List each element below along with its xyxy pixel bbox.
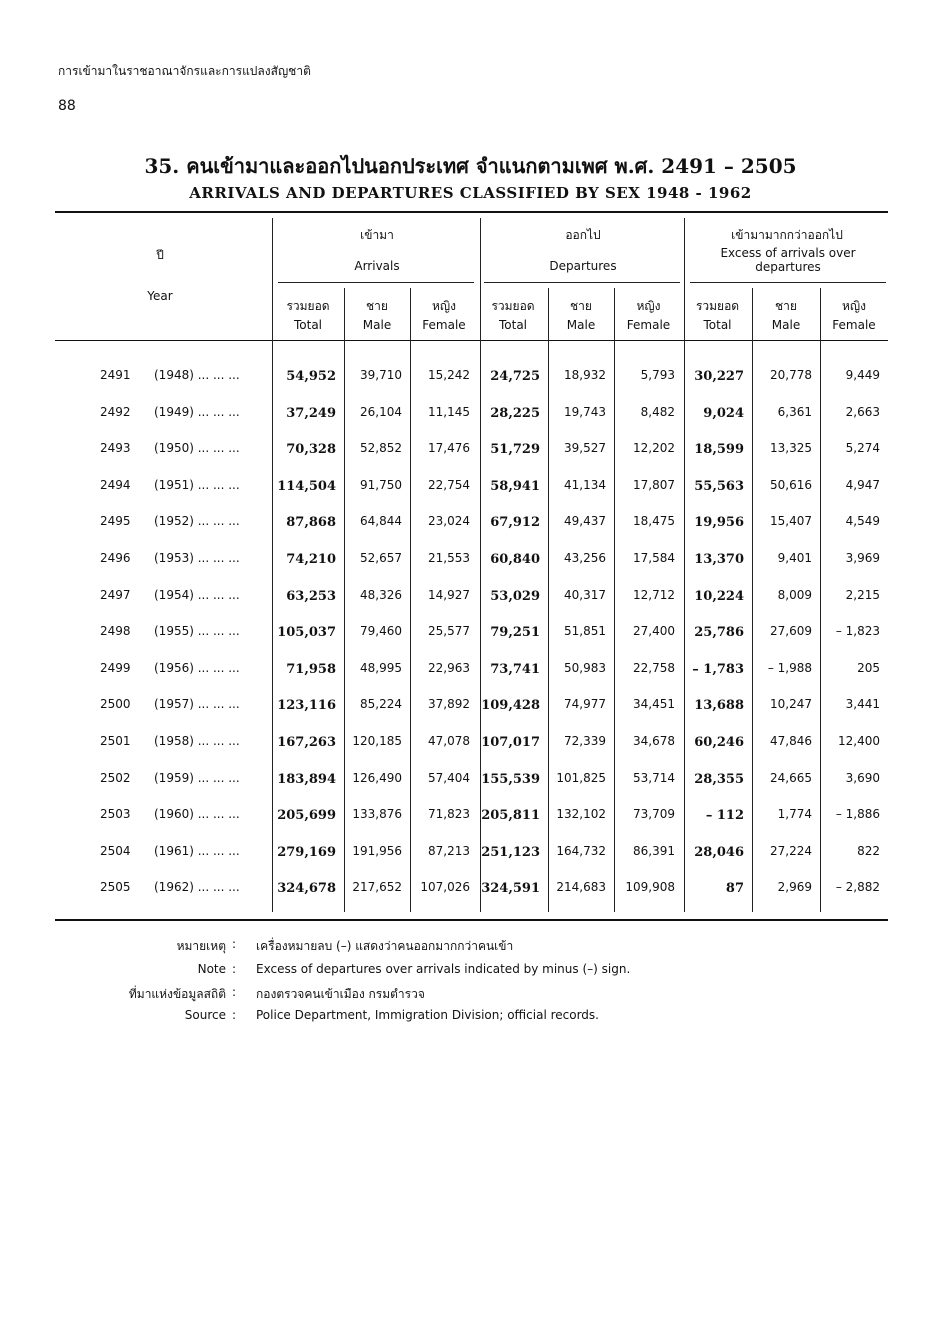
table-cell: 39,710	[360, 368, 402, 382]
note-text: กองตรวจคนเข้าเมือง กรมตำรวจ	[256, 987, 425, 1001]
table-cell: 17,476	[428, 441, 470, 455]
table-cell: 73,741	[490, 662, 540, 677]
table-cell: 217,652	[352, 880, 402, 894]
sub-header-thai: หญิง	[842, 299, 866, 313]
table-cell: – 2,882	[835, 880, 880, 894]
note-label: ที่มาแห่งข้อมูลสถิติ	[128, 987, 226, 1001]
year-ce: (1949) ... ... ...	[154, 405, 240, 419]
table-cell: 37,249	[286, 406, 336, 421]
table-cell: 214,683	[556, 880, 606, 894]
table-cell: 19,956	[694, 515, 744, 530]
table-cell: 91,750	[360, 478, 402, 492]
table-cell: 70,328	[286, 442, 336, 457]
table-cell: – 1,988	[767, 661, 812, 675]
year-be: 2504	[100, 844, 131, 858]
year-be: 2498	[100, 624, 131, 638]
group-header-english: Excess of arrivals over departures	[720, 246, 856, 274]
year-ce: (1953) ... ... ...	[154, 551, 240, 565]
table-cell: 2,663	[845, 405, 880, 419]
note-label: หมายเหตุ	[176, 939, 226, 953]
year-ce: (1958) ... ... ...	[154, 734, 240, 748]
sub-header-thai: ชาย	[775, 299, 797, 313]
sub-header-english: Total	[498, 318, 528, 332]
table-cell: 324,678	[277, 881, 336, 896]
table-cell: 79,460	[360, 624, 402, 638]
page-number: 88	[58, 98, 76, 114]
year-ce: (1961) ... ... ...	[154, 844, 240, 858]
year-be: 2502	[100, 771, 131, 785]
table-cell: 63,253	[286, 589, 336, 604]
table-cell: 58,941	[490, 479, 540, 494]
table-cell: – 112	[705, 808, 744, 823]
year-ce: (1954) ... ... ...	[154, 588, 240, 602]
year-be: 2491	[100, 368, 131, 382]
group-header-thai: เข้ามามากกว่าออกไป	[731, 228, 843, 242]
year-ce: (1955) ... ... ...	[154, 624, 240, 638]
sub-header-english: Total	[293, 318, 323, 332]
table-cell: 57,404	[428, 771, 470, 785]
sub-header-thai: หญิง	[432, 299, 456, 313]
table-cell: 13,688	[694, 698, 744, 713]
sub-header-thai: หญิง	[636, 299, 661, 313]
table-cell: 22,754	[428, 478, 470, 492]
table-cell: 8,482	[640, 405, 675, 419]
table-cell: 324,591	[481, 881, 540, 896]
table-cell: 34,451	[633, 697, 675, 711]
table-cell: 23,024	[428, 514, 470, 528]
year-be: 2496	[100, 551, 131, 565]
table-cell: 54,952	[286, 369, 336, 384]
year-be: 2500	[100, 697, 131, 711]
table-cell: 9,401	[777, 551, 812, 565]
table-cell: 50,983	[564, 661, 606, 675]
note-label: Note	[197, 962, 226, 976]
year-be: 2493	[100, 441, 131, 455]
group-header-english: Arrivals	[354, 259, 400, 273]
table-cell: 9,449	[845, 368, 880, 382]
table-cell: 55,563	[694, 479, 744, 494]
year-be: 2494	[100, 478, 131, 492]
table-cell: 48,326	[360, 588, 402, 602]
table-cell: 52,852	[360, 441, 402, 455]
table-cell: 120,185	[352, 734, 402, 748]
table-cell: 109,428	[481, 698, 540, 713]
table-cell: 74,977	[564, 697, 606, 711]
table-cell: 22,963	[428, 661, 470, 675]
table-cell: 123,116	[277, 698, 336, 713]
table-cell: 101,825	[556, 771, 606, 785]
sub-header-english: Female	[626, 318, 671, 332]
table-cell: 28,355	[694, 772, 744, 787]
table-cell: 19,743	[564, 405, 606, 419]
sub-header-english: Male	[566, 318, 596, 332]
table-cell: 20,778	[770, 368, 812, 382]
table-cell: 47,846	[770, 734, 812, 748]
table-cell: 71,958	[286, 662, 336, 677]
table-cell: 28,225	[490, 406, 540, 421]
arrivals-group-rule	[278, 282, 474, 283]
table-cell: 4,947	[845, 478, 880, 492]
table-cell: 26,104	[360, 405, 402, 419]
year-be: 2499	[100, 661, 131, 675]
sub-header-thai: ชาย	[570, 299, 592, 313]
running-head: การเข้ามาในราชอาณาจักรและการแปลงสัญชาติ	[58, 64, 311, 78]
year-be: 2505	[100, 880, 131, 894]
table-cell: 67,912	[490, 515, 540, 530]
table-cell: 205,811	[481, 808, 540, 823]
table-cell: – 1,823	[835, 624, 880, 638]
table-cell: 5,793	[640, 368, 675, 382]
table-cell: – 1,886	[835, 807, 880, 821]
table-cell: 87,213	[428, 844, 470, 858]
table-cell: 191,956	[352, 844, 402, 858]
table-cell: 107,017	[481, 735, 540, 750]
group-header-thai: ออกไป	[565, 228, 601, 242]
table-cell: 133,876	[352, 807, 402, 821]
header-bottom-rule	[55, 340, 888, 341]
table-cell: 167,263	[277, 735, 336, 750]
note-colon: :	[232, 985, 237, 999]
table-cell: 132,102	[556, 807, 606, 821]
year-be: 2503	[100, 807, 131, 821]
table-title-english: ARRIVALS AND DEPARTURES CLASSIFIED BY SEX 1948 - 1962	[189, 184, 752, 202]
table-cell: 49,437	[564, 514, 606, 528]
table-cell: 30,227	[694, 369, 744, 384]
excess-group-rule	[690, 282, 886, 283]
year-be: 2492	[100, 405, 131, 419]
table-cell: 87	[725, 881, 744, 896]
sub-header-english: Male	[362, 318, 392, 332]
table-cell: 53,029	[490, 589, 540, 604]
table-cell: 205	[857, 661, 880, 675]
table-cell: 64,844	[360, 514, 402, 528]
group-header-english: Departures	[549, 259, 617, 273]
table-cell: 27,224	[770, 844, 812, 858]
table-cell: 60,246	[694, 735, 744, 750]
note-text: Excess of departures over arrivals indicated by minus (–) sign.	[256, 962, 631, 976]
table-cell: 10,224	[694, 589, 744, 604]
table-cell: 9,024	[703, 406, 744, 421]
table-cell: 2,969	[777, 880, 812, 894]
table-cell: 73,709	[633, 807, 675, 821]
group-header-thai: เข้ามา	[360, 228, 394, 242]
table-cell: 12,400	[838, 734, 880, 748]
table-cell: 10,247	[770, 697, 812, 711]
sub-header-thai: รวมยอด	[286, 299, 330, 313]
table-cell: 79,251	[490, 625, 540, 640]
table-cell: 3,690	[845, 771, 880, 785]
table-cell: 18,475	[633, 514, 675, 528]
table-cell: 85,224	[360, 697, 402, 711]
year-ce: (1952) ... ... ...	[154, 514, 240, 528]
sub-header-english: Female	[422, 318, 466, 332]
note-colon: :	[232, 937, 237, 951]
table-cell: 74,210	[286, 552, 336, 567]
table-cell: 24,725	[490, 369, 540, 384]
year-ce: (1951) ... ... ...	[154, 478, 240, 492]
table-cell: 18,599	[694, 442, 744, 457]
table-cell: 15,242	[428, 368, 470, 382]
note-text: Police Department, Immigration Division; official records.	[256, 1008, 599, 1022]
table-cell: 25,577	[428, 624, 470, 638]
table-cell: 27,400	[633, 624, 675, 638]
table-cell: 3,969	[845, 551, 880, 565]
table-cell: 251,123	[481, 845, 540, 860]
table-cell: 13,325	[770, 441, 812, 455]
table-cell: 17,584	[633, 551, 675, 565]
sub-header-thai: ชาย	[366, 299, 388, 313]
year-ce: (1962) ... ... ...	[154, 880, 240, 894]
table-cell: 51,729	[490, 442, 540, 457]
table-cell: 25,786	[694, 625, 744, 640]
table-cell: 1,774	[777, 807, 812, 821]
table-cell: 155,539	[481, 772, 540, 787]
table-cell: 2,215	[845, 588, 880, 602]
note-label: Source	[184, 1008, 226, 1022]
note-text: เครื่องหมายลบ (–) แสดงว่าคนออกมากกว่าคนเข้า	[256, 939, 514, 953]
table-cell: 22,758	[633, 661, 675, 675]
sub-header-english: Total	[703, 318, 732, 332]
table-cell: 17,807	[633, 478, 675, 492]
year-ce: (1948) ... ... ...	[154, 368, 240, 382]
table-cell: 105,037	[277, 625, 336, 640]
note-colon: :	[232, 962, 237, 976]
year-ce: (1956) ... ... ...	[154, 661, 240, 675]
table-cell: 86,391	[633, 844, 675, 858]
sub-header-english: Male	[771, 318, 801, 332]
table-cell: 183,894	[277, 772, 336, 787]
year-ce: (1960) ... ... ...	[154, 807, 240, 821]
table-cell: 21,553	[428, 551, 470, 565]
year-ce: (1959) ... ... ...	[154, 771, 240, 785]
table-cell: 24,665	[770, 771, 812, 785]
year-header-english: Year	[147, 289, 173, 303]
table-cell: 34,678	[633, 734, 675, 748]
sub-header-thai: รวมยอด	[695, 299, 740, 313]
sub-header-english: Female	[832, 318, 876, 332]
year-be: 2497	[100, 588, 131, 602]
table-cell: 109,908	[625, 880, 675, 894]
table-cell: 4,549	[845, 514, 880, 528]
table-cell: 8,009	[777, 588, 812, 602]
year-header-thai: ปี	[156, 248, 164, 262]
table-cell: 3,441	[845, 697, 880, 711]
table-cell: 52,657	[360, 551, 402, 565]
table-cell: 48,995	[360, 661, 402, 675]
table-cell: 822	[857, 844, 880, 858]
table-cell: 41,134	[564, 478, 606, 492]
year-be: 2495	[100, 514, 131, 528]
table-cell: 71,823	[428, 807, 470, 821]
table-cell: 60,840	[490, 552, 540, 567]
departures-group-rule	[484, 282, 680, 283]
table-cell: 13,370	[694, 552, 744, 567]
table-top-rule	[55, 211, 888, 213]
table-cell: 6,361	[777, 405, 812, 419]
table-cell: 43,256	[564, 551, 606, 565]
sub-header-thai: รวมยอด	[491, 299, 535, 313]
table-cell: 50,616	[770, 478, 812, 492]
table-cell: 51,851	[564, 624, 606, 638]
table-cell: 5,274	[845, 441, 880, 455]
table-cell: 27,609	[770, 624, 812, 638]
table-cell: 114,504	[277, 479, 336, 494]
table-cell: 18,932	[564, 368, 606, 382]
table-cell: 12,202	[633, 441, 675, 455]
table-cell: 279,169	[277, 845, 336, 860]
table-cell: 87,868	[286, 515, 336, 530]
table-title-thai: 35. คนเข้ามาและออกไปนอกประเทศ จำแนกตามเพศ พ.ศ. 2491 – 2505	[144, 154, 797, 178]
table-cell: 14,927	[428, 588, 470, 602]
table-cell: 126,490	[352, 771, 402, 785]
table-cell: 28,046	[694, 845, 744, 860]
table-cell: 12,712	[633, 588, 675, 602]
note-colon: :	[232, 1008, 237, 1022]
year-ce: (1957) ... ... ...	[154, 697, 240, 711]
table-cell: 15,407	[770, 514, 812, 528]
table-cell: 164,732	[556, 844, 606, 858]
table-cell: 37,892	[428, 697, 470, 711]
table-cell: 107,026	[420, 880, 470, 894]
table-cell: 53,714	[633, 771, 675, 785]
table-cell: 205,699	[277, 808, 336, 823]
table-cell: 40,317	[564, 588, 606, 602]
year-be: 2501	[100, 734, 131, 748]
table-cell: – 1,783	[692, 662, 744, 677]
year-ce: (1950) ... ... ...	[154, 441, 240, 455]
table-cell: 72,339	[564, 734, 606, 748]
table-cell: 39,527	[564, 441, 606, 455]
table-cell: 11,145	[428, 405, 470, 419]
table-cell: 47,078	[428, 734, 470, 748]
table-bottom-rule	[55, 919, 888, 921]
